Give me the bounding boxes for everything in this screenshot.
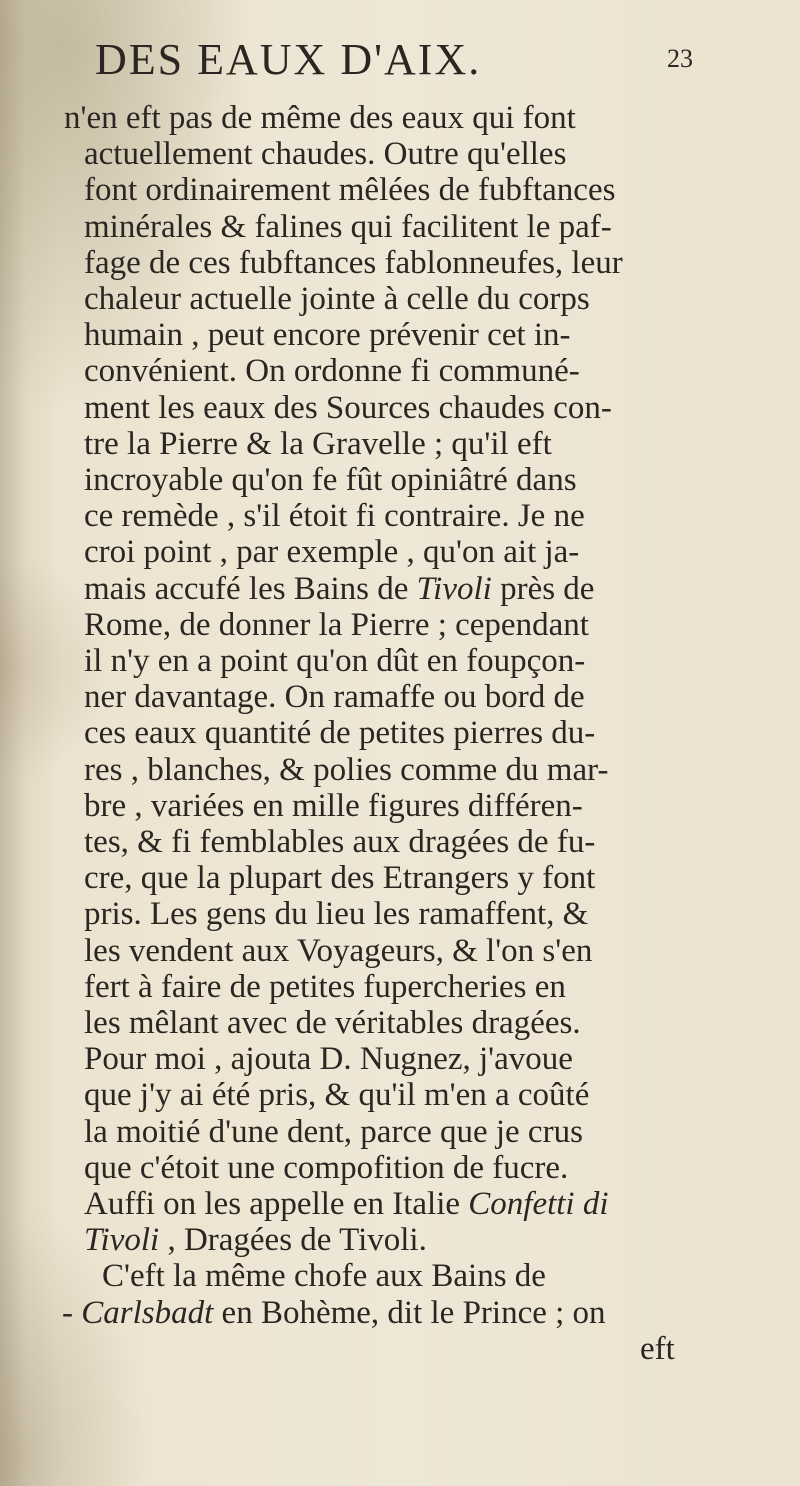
- text-line: humain , peut encore prévenir cet in-: [84, 317, 571, 354]
- running-head: [95, 34, 715, 84]
- text-line: croi point , par exemple , qu'on ait ja-: [84, 534, 580, 571]
- text-line: ces eaux quantité de petites pierres du-: [84, 715, 596, 752]
- text-line: minérales & falines qui facilitent le paf-: [84, 208, 612, 245]
- text-line: les mêlant avec de véritables dragées.: [84, 1005, 581, 1041]
- text-line: ment les eaux des Sources chaudes con-: [84, 389, 612, 426]
- text-line: mais accufé les Bains de Tivoli près de: [84, 570, 595, 607]
- text-line: bre , variées en mille figures différen-: [84, 787, 583, 824]
- text-line: tre la Pierre & la Gravelle ; qu'il eft: [84, 425, 552, 462]
- page-number: 23: [667, 44, 693, 73]
- text-line: cre, que la plupart des Etrangers y font: [84, 860, 596, 897]
- text-line: Pour moi , ajouta D. Nugnez, j'avoue: [84, 1041, 573, 1078]
- text-line: Auffi on les appelle en Italie Confetti di: [84, 1186, 609, 1222]
- text-line: convénient. On ordonne fi communé-: [84, 353, 580, 390]
- text-line: incroyable qu'on fe fût opiniâtré dans: [84, 462, 577, 498]
- text-line: les vendent aux Voyageurs, & l'on s'en: [84, 932, 593, 969]
- text-line: pris. Les gens du lieu les ramaffent, &: [84, 896, 589, 933]
- text-line: font ordinairement mêlées de fubftances: [84, 172, 616, 209]
- running-title: DES EAUX D'AIX.: [95, 35, 482, 84]
- text-line: Rome, de donner la Pierre ; cependant: [84, 606, 589, 643]
- text-line: actuellement chaudes. Outre qu'elles: [84, 136, 567, 173]
- text-line: que j'y ai été pris, & qu'il m'en a coûté: [84, 1077, 590, 1114]
- page-edge-shadow: [0, 0, 26, 1486]
- text-line: n'en eft pas de même des eaux qui font: [64, 100, 576, 136]
- text-line: chaleur actuelle jointe à celle du corps: [84, 281, 590, 317]
- text-line: res , blanches, & polies comme du mar-: [84, 751, 609, 788]
- text-line: tes, & fi femblables aux dragées de fu-: [84, 824, 596, 860]
- text-line: il n'y en a point qu'on dût en foupçon-: [84, 643, 586, 679]
- text-line: la moitié d'une dent, parce que je crus: [84, 1113, 583, 1150]
- text-line: ce remède , s'il étoit fi contraire. Je ne: [84, 498, 585, 535]
- text-line: - Carlsbadt en Bohème, dit le Prince ; on: [62, 1294, 606, 1331]
- text-line: fert à faire de petites fupercheries en: [84, 968, 566, 1005]
- text-line: C'eft la même chofe aux Bains de: [102, 1258, 546, 1295]
- text-line: que c'étoit une compofition de fucre.: [84, 1149, 569, 1186]
- text-line: Tivoli , Dragées de Tivoli.: [84, 1222, 427, 1259]
- text-line: fage de ces fubftances fablonneufes, leur: [84, 244, 623, 281]
- text-line: ner davantage. On ramaffe ou bord de: [84, 679, 585, 716]
- catchword: eft: [640, 1330, 675, 1367]
